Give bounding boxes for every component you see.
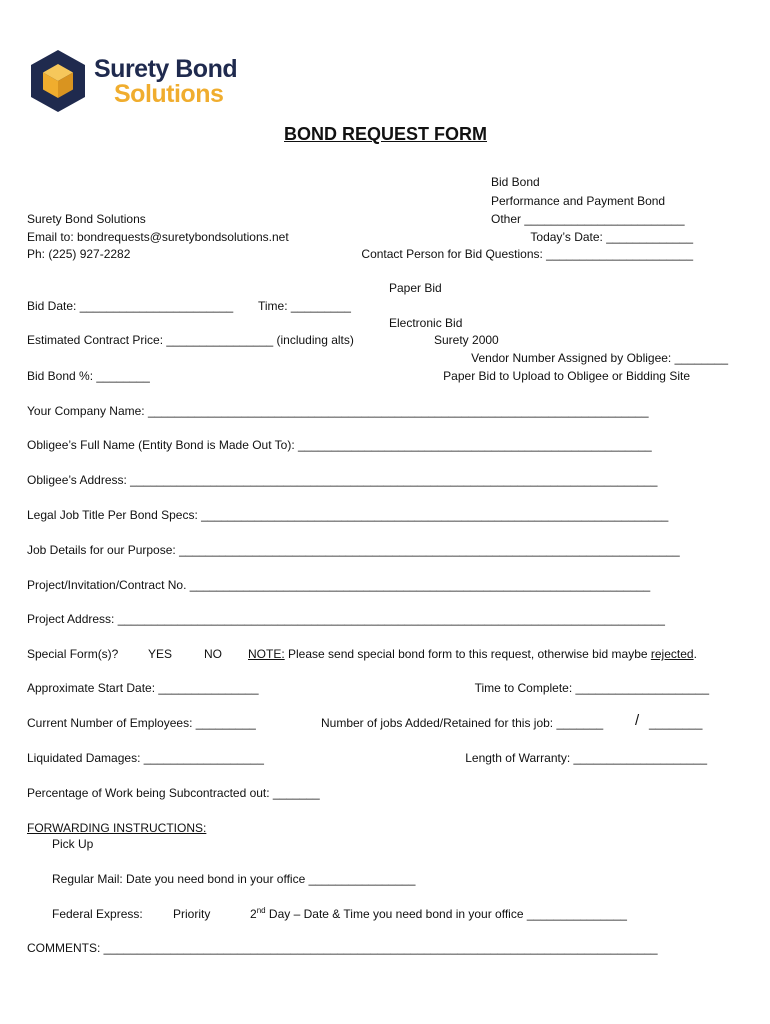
bond-type-performance: Performance and Payment Bond (491, 194, 666, 208)
company-email: Email to: bondrequests@suretybondsolutions.net (27, 230, 289, 244)
forwarding-second-day (250, 907, 627, 921)
logo-line1: Surety Bond (94, 55, 238, 83)
company-name: Surety Bond Solutions (27, 212, 146, 226)
surety-2000: Surety 2000 (434, 333, 499, 347)
obligee-address-field: Obligee’s Address: _______________________________________________________________________________ (27, 473, 658, 487)
estimated-price: Estimated Contract Price: ________________ (including alts) (27, 333, 354, 347)
project-address-field: Project Address: __________________________________________________________________________________ (27, 612, 665, 626)
logo-line2: Solutions (114, 80, 224, 108)
bond-type-bid: Bid Bond (491, 175, 540, 189)
length-of-warranty: Length of Warranty: ____________________ (465, 751, 707, 765)
note-rejected: rejected (650, 647, 694, 661)
forwarding-regular-mail: Regular Mail: Date you need bond in your office ________________ (52, 872, 416, 886)
forwarding-pickup: Pick Up (52, 837, 94, 851)
todays-date: Today’s Date: _____________ (530, 230, 693, 244)
second-day-num: 2 (250, 907, 257, 921)
page-title: BOND REQUEST FORM (284, 124, 488, 144)
special-forms-note (248, 647, 697, 661)
jobs-blank: ________ (649, 716, 703, 730)
jobs-slash: / (635, 712, 640, 729)
employees: Current Number of Employees: _________ (27, 716, 256, 730)
logo (28, 48, 258, 118)
paper-bid-upload: Paper Bid to Upload to Obligee or Bidding Site (443, 369, 690, 383)
company-name-field: Your Company Name: ___________________________________________________________________________ (27, 404, 649, 418)
bid-date: Bid Date: _______________________ (27, 299, 234, 313)
vendor-number: Vendor Number Assigned by Obligee: ________ (471, 351, 728, 365)
forwarding-fedex: Federal Express: (52, 907, 143, 921)
electronic-bid: Electronic Bid (389, 316, 463, 330)
special-forms-yes: YES (148, 647, 173, 661)
special-forms-label: Special Form(s)? (27, 647, 119, 661)
note-label: NOTE: (248, 647, 285, 661)
subcontracted: Percentage of Work being Subcontracted out: _______ (27, 786, 320, 800)
forwarding-heading: FORWARDING INSTRUCTIONS: (27, 821, 207, 835)
bond-type-other: Other ________________________ (491, 212, 685, 226)
cube-logo-icon (28, 48, 88, 114)
bid-time: Time: _________ (258, 299, 351, 313)
jobs-added: Number of jobs Added/Retained for this job: _______ (321, 716, 604, 730)
company-phone: Ph: (225) 927-2282 (27, 247, 131, 261)
project-number-field: Project/Invitation/Contract No. _____________________________________________________________________ (27, 578, 651, 592)
legal-title-field: Legal Job Title Per Bond Specs: ______________________________________________________________________ (27, 508, 669, 522)
special-forms-no: NO (204, 647, 222, 661)
second-day-sup: nd (256, 906, 266, 915)
obligee-name-field: Obligee’s Full Name (Entity Bond is Made Out To): _____________________________________________________ (27, 438, 652, 452)
job-details-field: Job Details for our Purpose: ___________________________________________________________________________ (27, 543, 680, 557)
comments-field: COMMENTS: ___________________________________________________________________________________ (27, 941, 658, 955)
second-day-rest: Day – Date & Time you need bond in your office _______________ (265, 907, 627, 921)
time-to-complete: Time to Complete: ____________________ (474, 681, 709, 695)
start-date: Approximate Start Date: _______________ (27, 681, 259, 695)
forwarding-priority: Priority (173, 907, 211, 921)
note-text: Please send special bond form to this request, otherwise bid maybe (284, 647, 651, 661)
paper-bid: Paper Bid (389, 281, 442, 295)
contact-person: Contact Person for Bid Questions: ______________________ (361, 247, 693, 261)
bid-bond-pct: Bid Bond %: ________ (27, 369, 150, 383)
note-period: . (693, 647, 697, 661)
liquidated-damages: Liquidated Damages: __________________ (27, 751, 264, 765)
